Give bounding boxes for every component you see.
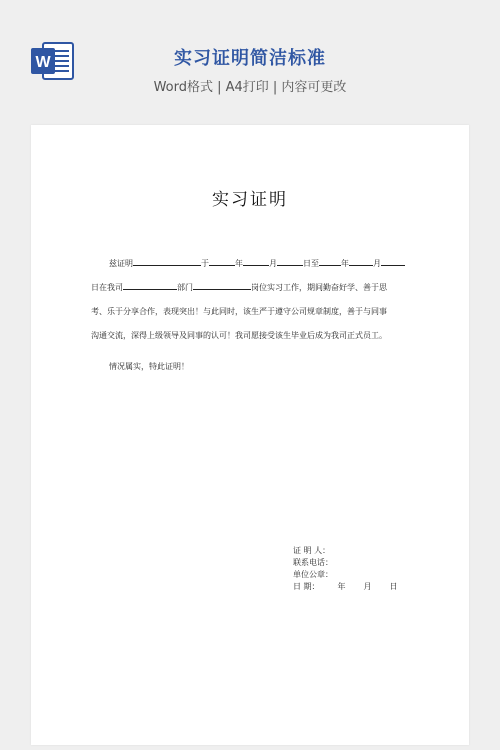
page-title: 实习证明简洁标准 <box>174 48 326 69</box>
text-yu: 于 <box>201 259 209 268</box>
date-month: 月 <box>363 582 372 591</box>
phone-label: 联系电话： <box>293 558 333 567</box>
page-header <box>0 0 500 120</box>
text-year-2: 年 <box>341 259 349 268</box>
position-blank[interactable] <box>193 280 251 290</box>
closing-statement: 情况属实，特此证明！ <box>109 362 189 371</box>
start-day-blank[interactable] <box>277 256 303 266</box>
text-zhengming: 兹证明 <box>109 259 133 268</box>
text-year: 年 <box>235 259 243 268</box>
end-year-blank[interactable] <box>319 256 341 266</box>
date-row <box>293 581 398 593</box>
text-rizaiwosi: 日在我司 <box>91 283 123 292</box>
start-year-blank[interactable] <box>209 256 235 266</box>
seal-label: 单位公章： <box>293 570 333 579</box>
name-blank[interactable] <box>133 256 201 266</box>
text-rizhi: 日至 <box>303 259 319 268</box>
date-year: 年 <box>337 582 346 591</box>
body-line-4: 沟通交流，深得上级领导及同事的认可！我司愿接受该生毕业后成为我司正式员工。 <box>91 331 387 340</box>
text-gangwei: 岗位实习工作，期间勤奋好学、善于思 <box>251 283 387 292</box>
text-bumen: 部门 <box>177 283 193 292</box>
page-subtitle: Word格式 | A4打印 | 内容可更改 <box>153 80 347 95</box>
document-title: 实习证明 <box>212 190 288 210</box>
end-day-blank[interactable] <box>381 256 405 266</box>
text-month-2: 月 <box>373 259 381 268</box>
body-line-3: 考、乐于分享合作，表现突出！与此同时，该生严于遵守公司规章制度，善于与同事 <box>91 307 387 316</box>
body-line-1 <box>91 252 421 276</box>
document-page <box>31 125 469 745</box>
start-month-blank[interactable] <box>243 256 269 266</box>
svg-text:W: W <box>35 54 51 71</box>
end-month-blank[interactable] <box>349 256 373 266</box>
date-label: 日 期： <box>293 582 320 591</box>
date-day: 日 <box>389 582 398 591</box>
department-blank[interactable] <box>123 280 177 290</box>
body-line-2 <box>91 276 421 300</box>
document-body <box>91 252 421 348</box>
signature-block <box>293 545 398 593</box>
certifier-label: 证 明 人： <box>293 546 331 555</box>
text-month: 月 <box>269 259 277 268</box>
